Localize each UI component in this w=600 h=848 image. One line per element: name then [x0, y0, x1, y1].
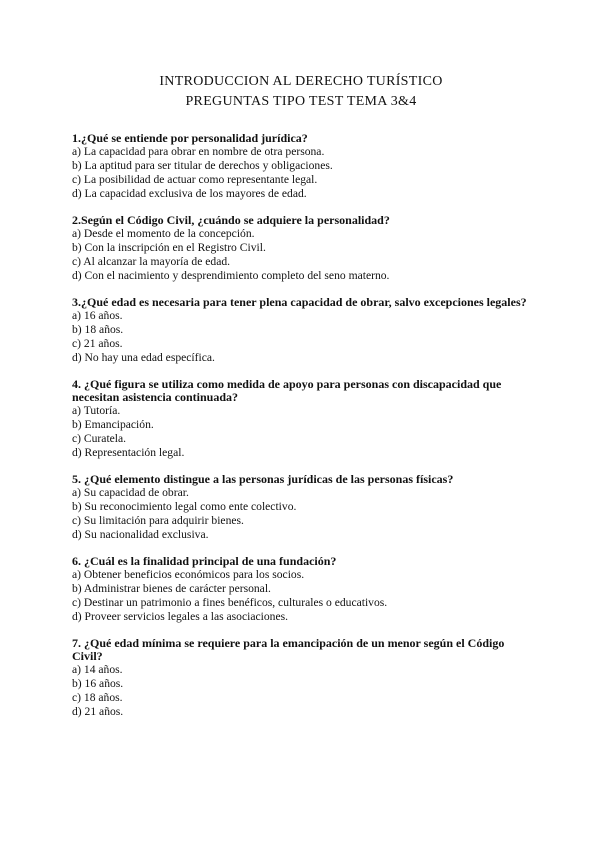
document-title: INTRODUCCION AL DERECHO TURÍSTICO [159, 74, 443, 89]
answer-options [72, 486, 530, 542]
answer-option: b) Con la inscripción en el Registro Civil. [72, 241, 266, 254]
question-block [72, 378, 530, 460]
question-text: 2.Según el Código Civil, ¿cuándo se adquiere la personalidad? [72, 213, 390, 227]
answer-option: a) Tutoría. [72, 404, 121, 417]
answer-option: d) Proveer servicios legales a las asociaciones. [72, 610, 289, 623]
answer-option: b) Emancipación. [72, 418, 154, 431]
answer-option: b) La aptitud para ser titular de derechos y obligaciones. [72, 159, 333, 172]
answer-option: d) Su nacionalidad exclusiva. [72, 528, 209, 541]
document-subtitle: PREGUNTAS TIPO TEST TEMA 3&4 [185, 94, 417, 109]
answer-option: d) Representación legal. [72, 446, 185, 459]
document-header [72, 72, 530, 112]
question-block [72, 555, 530, 624]
answer-option: c) Al alcanzar la mayoría de edad. [72, 255, 231, 268]
answer-option: a) Obtener beneficios económicos para los socios. [72, 568, 305, 581]
question-text: 4. ¿Qué figura se utiliza como medida de apoyo para personas con discapacidad que necesitan asistencia continuada? [72, 377, 502, 404]
answer-options [72, 404, 530, 460]
question-block [72, 132, 530, 201]
question-block [72, 473, 530, 542]
answer-option: b) Administrar bienes de carácter personal. [72, 582, 271, 595]
answer-option: a) 16 años. [72, 309, 123, 322]
answer-option: d) La capacidad exclusiva de los mayores de edad. [72, 187, 307, 200]
answer-option: a) La capacidad para obrar en nombre de otra persona. [72, 145, 325, 158]
answer-option: b) 18 años. [72, 323, 124, 336]
answer-option: b) 16 años. [72, 677, 124, 690]
answer-options [72, 309, 530, 365]
question-block [72, 637, 530, 719]
question-block [72, 214, 530, 283]
question-block [72, 296, 530, 365]
answer-option: a) Desde el momento de la concepción. [72, 227, 255, 240]
answer-option: d) No hay una edad específica. [72, 351, 215, 364]
answer-options [72, 145, 530, 201]
answer-option: d) Con el nacimiento y desprendimiento completo del seno materno. [72, 269, 390, 282]
answer-options [72, 663, 530, 719]
question-text: 6. ¿Cuál es la finalidad principal de una fundación? [72, 554, 337, 568]
answer-option: c) Su limitación para adquirir bienes. [72, 514, 244, 527]
question-text: 1.¿Qué se entiende por personalidad jurídica? [72, 131, 308, 145]
question-text: 5. ¿Qué elemento distingue a las personas jurídicas de las personas físicas? [72, 472, 454, 486]
answer-options [72, 568, 530, 624]
answer-option: c) 18 años. [72, 691, 123, 704]
answer-option: b) Su reconocimiento legal como ente colectivo. [72, 500, 297, 513]
question-text: 3.¿Qué edad es necesaria para tener plena capacidad de obrar, salvo excepciones legales? [72, 295, 527, 309]
answer-options [72, 227, 530, 283]
answer-option: d) 21 años. [72, 705, 124, 718]
answer-option: c) Curatela. [72, 432, 127, 445]
answer-option: a) Su capacidad de obrar. [72, 486, 189, 499]
answer-option: c) La posibilidad de actuar como representante legal. [72, 173, 318, 186]
answer-option: a) 14 años. [72, 663, 123, 676]
answer-option: c) Destinar un patrimonio a fines benéficos, culturales o educativos. [72, 596, 388, 609]
question-text: 7. ¿Qué edad mínima se requiere para la emancipación de un menor según el Código Civil? [72, 636, 505, 663]
answer-option: c) 21 años. [72, 337, 123, 350]
